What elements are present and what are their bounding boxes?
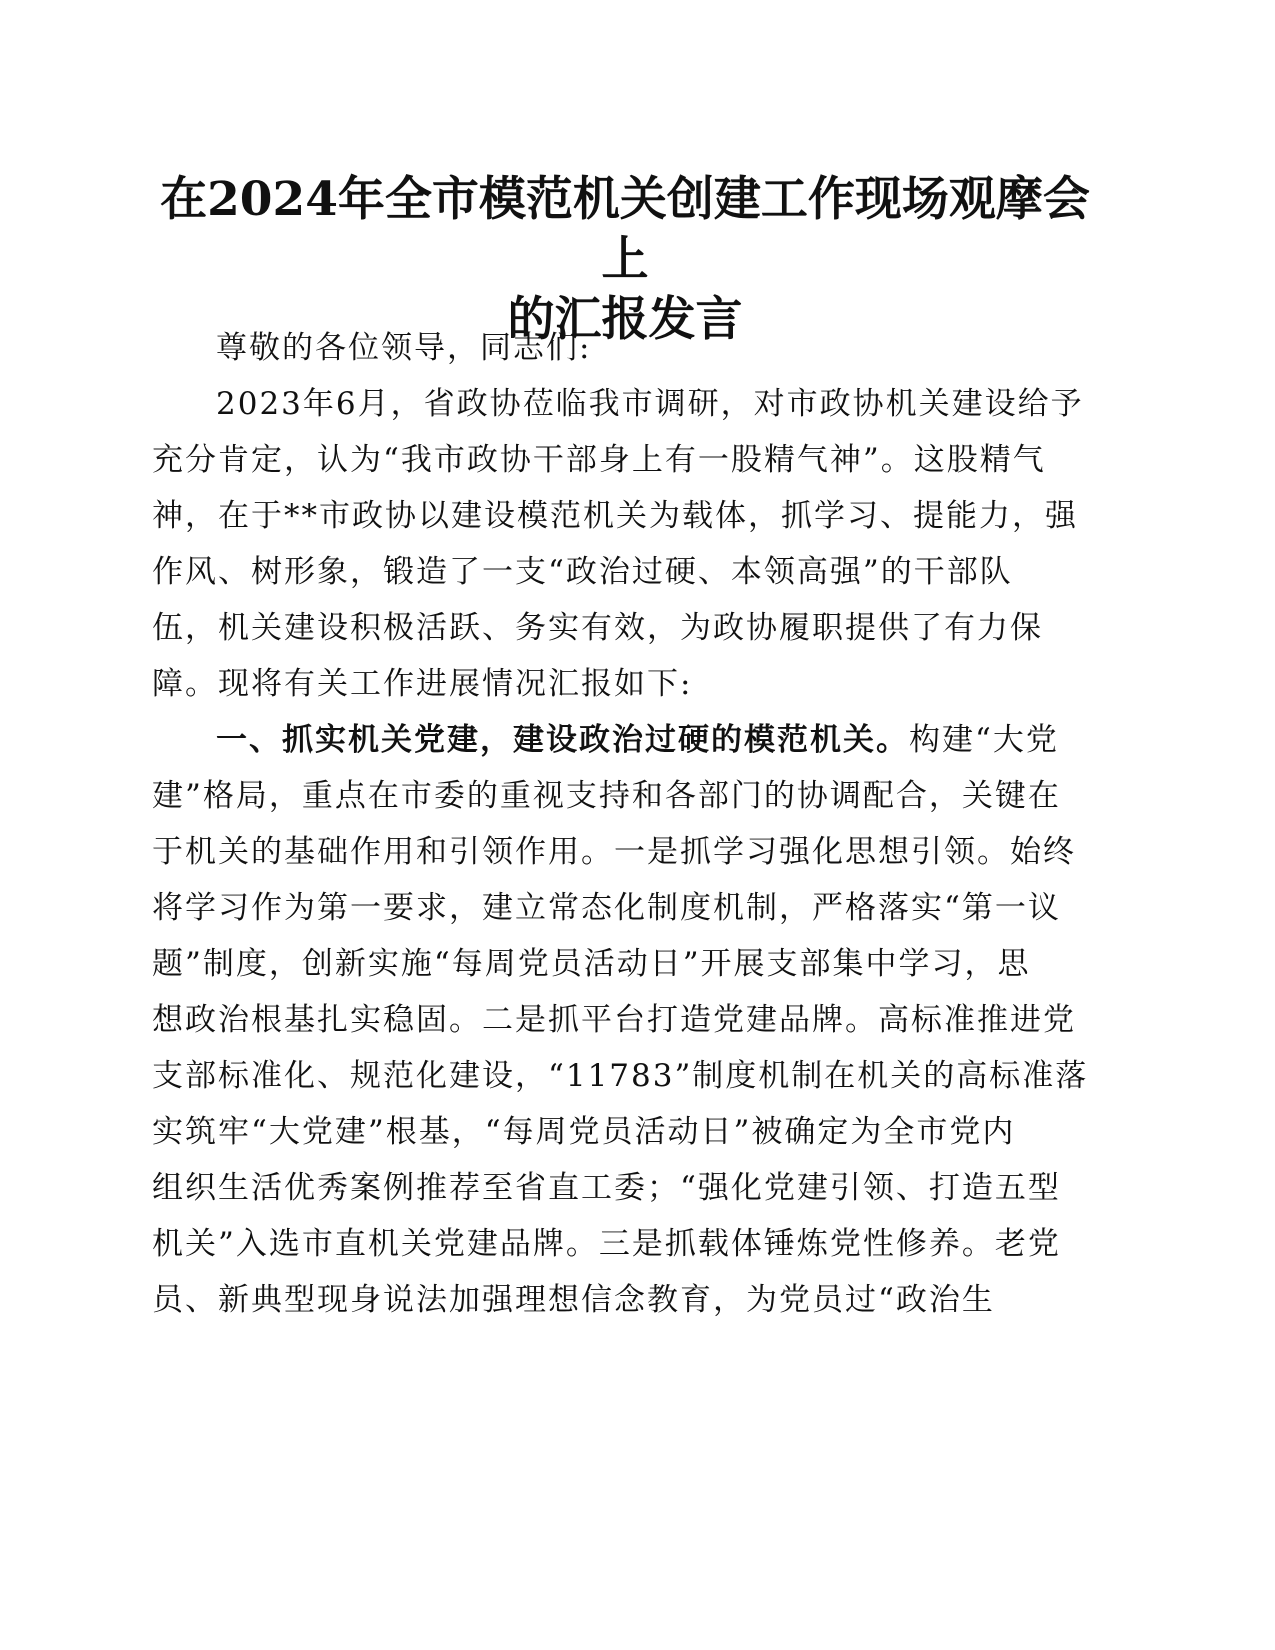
paragraph-line: 障。现将有关工作进展情况汇报如下: [152,666,693,702]
paragraph-line: 建”格局，重点在市委的重视支持和各部门的协调配合，关键在 [152,778,1061,814]
section-1-text: 构建“大党 [909,722,1059,758]
section-1-heading: 一、抓实机关党建，建设政治过硬的模范机关。 [216,722,909,758]
paragraph-line: 支部标准化、规范化建设，“11783”制度机制在机关的高标准落 [152,1058,1089,1094]
paragraph-line: 于机关的基础作用和引领作用。一是抓学习强化思想引领。始终 [152,834,1076,870]
paragraph-line: 实筑牢“大党建”根基，“每周党员活动日”被确定为全市党内 [152,1114,1016,1150]
salutation: 尊敬的各位领导，同志们: [216,330,592,366]
paragraph-line: 充分肯定，认为“我市政协干部身上有一股精气神”。这股精气 [152,442,1046,478]
paragraph-line: 题”制度，创新实施“每周党员活动日”开展支部集中学习，思 [152,946,1031,982]
document-body [152,320,1112,1328]
paragraph-line: 组织生活优秀案例推荐至省直工委；“强化党建引领、打造五型 [152,1170,1061,1206]
paragraph-line: 神，在于**市政协以建设模范机关为载体，抓学习、提能力，强 [152,498,1078,534]
paragraph-line: 伍，机关建设积极活跃、务实有效，为政协履职提供了有力保 [152,610,1043,646]
paragraph-line: 机关”入选市直机关党建品牌。三是抓载体锤炼党性修养。老党 [152,1226,1061,1262]
paragraph-line: 作风、树形象，锻造了一支“政治过硬、本领高强”的干部队 [152,554,1013,590]
paragraph-line: 将学习作为第一要求，建立常态化制度机制，严格落实“第一议 [152,890,1061,926]
title-line-1: 在2024年全市模范机关创建工作现场观摩会上 [160,172,1090,287]
section-heading-line [152,712,1112,768]
paragraph-line: 想政治根基扎实稳固。二是抓平台打造党建品牌。高标准推进党 [152,1002,1076,1038]
paragraph-line: 员、新典型现身说法加强理想信念教育，为党员过“政治生 [152,1282,995,1318]
title-line-2: 的汇报发言 [507,292,743,347]
paragraph-line: 2023年6月，省政协莅临我市调研，对市政协机关建设给予 [216,386,1084,422]
